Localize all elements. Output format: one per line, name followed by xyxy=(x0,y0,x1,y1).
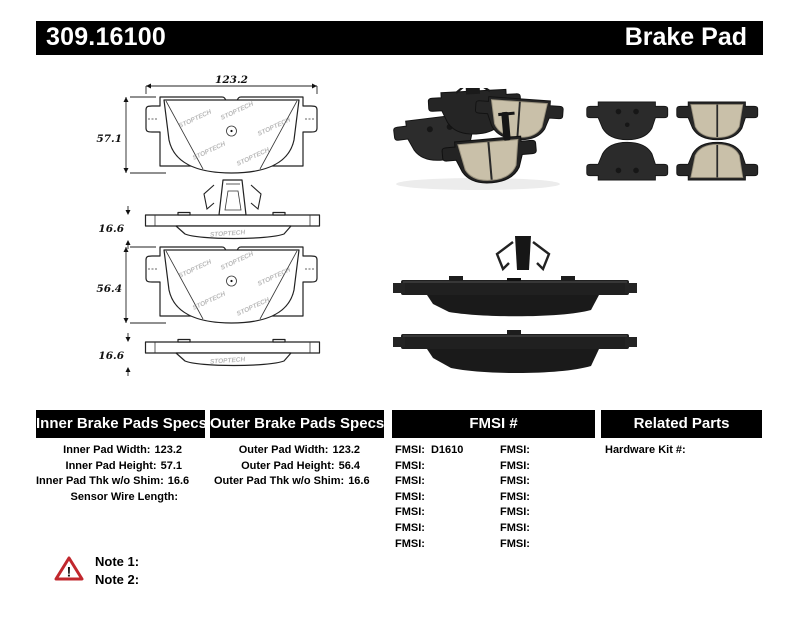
fmsi-row: FMSI: xyxy=(395,537,425,550)
pad-set-flat-photo xyxy=(583,95,761,187)
fmsi-row: FMSI: xyxy=(500,475,530,488)
inner-pad-front-view xyxy=(146,97,317,173)
outer-specs-list xyxy=(214,443,370,490)
inner-pad-side-view xyxy=(146,213,320,239)
inner-specs-header xyxy=(36,410,205,438)
spec-row: Outer Pad Height: 56.4 xyxy=(241,459,360,472)
fmsi-row: FMSI: xyxy=(500,506,530,519)
fmsi-title: FMSI # xyxy=(469,415,518,432)
warning-triangle-icon xyxy=(54,555,84,583)
outer-pad-front-view xyxy=(146,247,317,323)
fmsi-row: FMSI: xyxy=(500,521,530,534)
related-parts-list xyxy=(605,443,760,459)
fmsi-row: FMSI: xyxy=(500,537,530,550)
outer-specs-title: Outer Brake Pads Specs xyxy=(210,415,385,432)
related-parts-title: Related Parts xyxy=(633,415,730,432)
fmsi-row: FMSI: xyxy=(395,475,425,488)
fmsi-row: FMSI: xyxy=(500,459,530,472)
outer-specs-header xyxy=(210,410,384,438)
inner-specs-title: Inner Brake Pads Specs xyxy=(36,415,207,432)
fmsi-row: FMSI: xyxy=(500,444,530,456)
svg-text:!: ! xyxy=(66,563,72,580)
fmsi-list-right xyxy=(500,443,595,552)
notes-block xyxy=(95,553,139,588)
dimension-pad-width xyxy=(146,74,317,94)
fmsi-row: FMSI: xyxy=(395,521,425,534)
spec-row: Outer Pad Thk w/o Shim: 16.6 xyxy=(214,475,370,488)
note-1: Note 1: xyxy=(95,554,140,569)
wear-sensor-clip xyxy=(497,236,549,270)
svg-text:57.1: 57.1 xyxy=(96,133,122,145)
svg-text:16.6: 16.6 xyxy=(98,350,124,362)
fmsi-list-left xyxy=(395,443,495,552)
page-title: Brake Pad xyxy=(624,23,747,51)
note-2: Note 2: xyxy=(95,571,140,587)
fmsi-row: FMSI: xyxy=(395,506,425,519)
spec-row: Inner Pad Thk w/o Shim: 16.6 xyxy=(36,475,190,488)
spec-row: Inner Pad Height: 57.1 xyxy=(65,459,182,472)
header-bar xyxy=(36,21,763,55)
part-number: 309.16100 xyxy=(46,23,166,51)
svg-text:16.6: 16.6 xyxy=(98,223,124,235)
spec-row: Inner Pad Width: 123.2 xyxy=(63,444,182,456)
inner-specs-list xyxy=(36,443,190,505)
fmsi-header xyxy=(392,410,595,438)
fmsi-row: FMSI: xyxy=(395,490,425,503)
related-row: Hardware Kit #: xyxy=(605,444,686,456)
related-parts-header xyxy=(601,410,762,438)
svg-text:56.4: 56.4 xyxy=(96,283,122,295)
svg-text:123.2: 123.2 xyxy=(215,74,248,86)
pad-edge-view-2 xyxy=(393,330,637,373)
fmsi-row: FMSI: xyxy=(500,490,530,503)
pad-set-angled-photo xyxy=(393,88,568,193)
pad-clip-drawing xyxy=(204,180,261,215)
dimension-outer-pad-thickness xyxy=(98,333,130,376)
pad-edge-stack-photo xyxy=(393,232,643,387)
dimension-inner-pad-thickness xyxy=(98,206,130,249)
brake-pad-technical-drawing xyxy=(60,70,380,400)
fmsi-row: FMSI: xyxy=(395,459,425,472)
outer-pad-side-view xyxy=(146,340,320,366)
spec-row: Sensor Wire Length: xyxy=(70,490,178,503)
pad-edge-view-1 xyxy=(393,276,637,316)
spec-row: Outer Pad Width: 123.2 xyxy=(238,444,360,456)
fmsi-row: FMSI: D1610 xyxy=(395,444,464,456)
